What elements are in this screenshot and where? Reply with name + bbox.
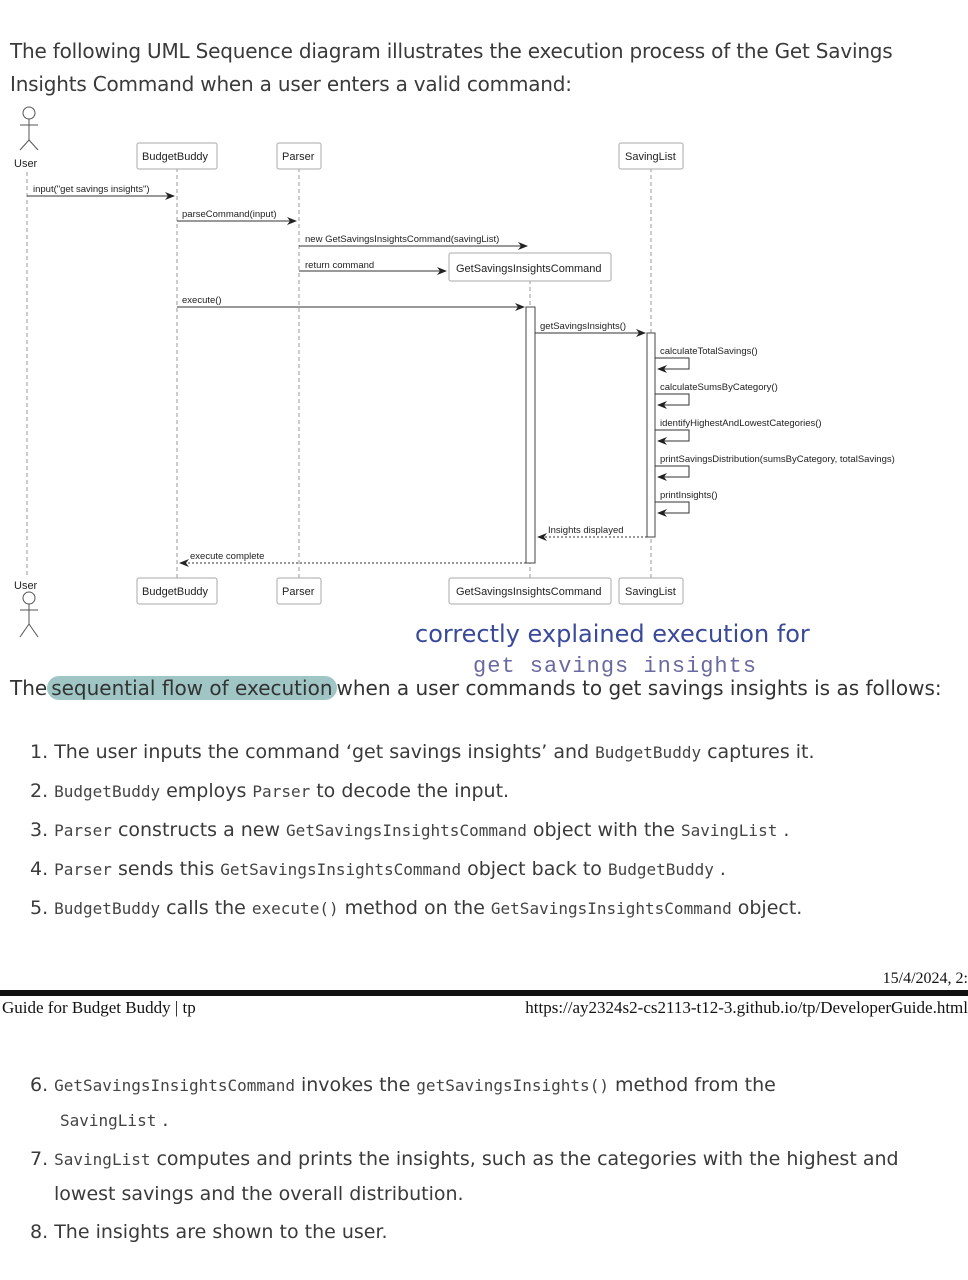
flow-intro: [10, 676, 942, 700]
annotation-line-1: correctly explained execution for: [415, 620, 810, 648]
flow-intro-after: when a user commands to get savings insights is as follows:: [336, 676, 942, 700]
step-4: 4. Parser sends this GetSavingsInsightsCommand object back to BudgetBuddy .: [30, 858, 726, 880]
participant-parser-bottom: Parser: [282, 586, 315, 598]
step-1: 1. The user inputs the command ‘get savings insights’ and BudgetBuddy captures it.: [30, 741, 815, 763]
step-2: 2. BudgetBuddy employs Parser to decode the input.: [30, 780, 510, 802]
message-new-command: new GetSavingsInsightsCommand(savingList): [305, 234, 500, 245]
actor-label-top: User: [14, 158, 38, 170]
highlighted-text: sequential flow of execution: [47, 676, 336, 700]
message-input: input("get savings insights"): [33, 184, 150, 195]
message-return-command: return command: [305, 260, 375, 271]
participant-budgetbuddy-bottom: BudgetBuddy: [142, 586, 209, 598]
print-date: 15/4/2024, 2:: [882, 970, 968, 987]
print-page-url[interactable]: https://ay2324s2-cs2113-t12-3.github.io/tp/DeveloperGuide.html: [525, 998, 968, 1017]
message-calculatetotalsavings: calculateTotalSavings(): [660, 346, 758, 357]
step-5: 5. BudgetBuddy calls the execute() method on the GetSavingsInsightsCommand object.: [30, 897, 803, 919]
participant-parser-top: Parser: [282, 151, 315, 163]
user-actor-bottom-icon: [20, 592, 38, 637]
annotation-line-2: get savings insights: [473, 654, 758, 679]
message-identifyhighestandlowest: identifyHighestAndLowestCategories(): [660, 418, 822, 429]
message-execute: execute(): [182, 295, 222, 306]
print-page-title: Guide for Budget Buddy | tp: [2, 998, 196, 1017]
participant-savinglist-bottom: SavingList: [625, 586, 676, 598]
intro-paragraph: The following UML Sequence diagram illustrates the execution process of the Get Savings Insights Command when a user enters a valid command:: [10, 39, 893, 96]
step-6: 6. GetSavingsInsightsCommand invokes the getSavingsInsights() method from the SavingList .: [30, 1074, 776, 1131]
message-printsavingsdistribution: printSavingsDistribution(sumsByCategory, totalSavings): [660, 454, 895, 465]
user-actor-top-icon: [20, 107, 38, 150]
message-calculatesumsbycategory: calculateSumsByCategory(): [660, 382, 778, 393]
message-getsavingsinsights: getSavingsInsights(): [540, 321, 627, 332]
participant-budgetbuddy-top: BudgetBuddy: [142, 151, 209, 163]
message-printinsights: printInsights(): [660, 490, 718, 501]
step-8: 8. The insights are shown to the user.: [30, 1221, 388, 1243]
participant-command-bottom: GetSavingsInsightsCommand: [456, 586, 602, 598]
step-7: 7. SavingList computes and prints the insights, such as the categories with the highest and lowest savings and the overall distribution.: [30, 1148, 899, 1205]
participant-savinglist-top: SavingList: [625, 151, 676, 163]
actor-label-bottom: User: [14, 580, 38, 592]
steps-list-part-1: [30, 733, 815, 928]
uml-sequence-diagram: [0, 95, 968, 645]
participant-command-created: GetSavingsInsightsCommand: [456, 263, 602, 275]
message-execute-complete: execute complete: [190, 551, 265, 562]
step-3: 3. Parser constructs a new GetSavingsInsightsCommand object with the SavingList .: [30, 819, 790, 841]
message-parsecommand: parseCommand(input): [182, 209, 277, 220]
page-break-divider: [0, 990, 968, 996]
flow-intro-before: The: [10, 676, 48, 700]
steps-list-part-2: [30, 1068, 930, 1249]
message-insights-displayed: Insights displayed: [548, 525, 624, 536]
